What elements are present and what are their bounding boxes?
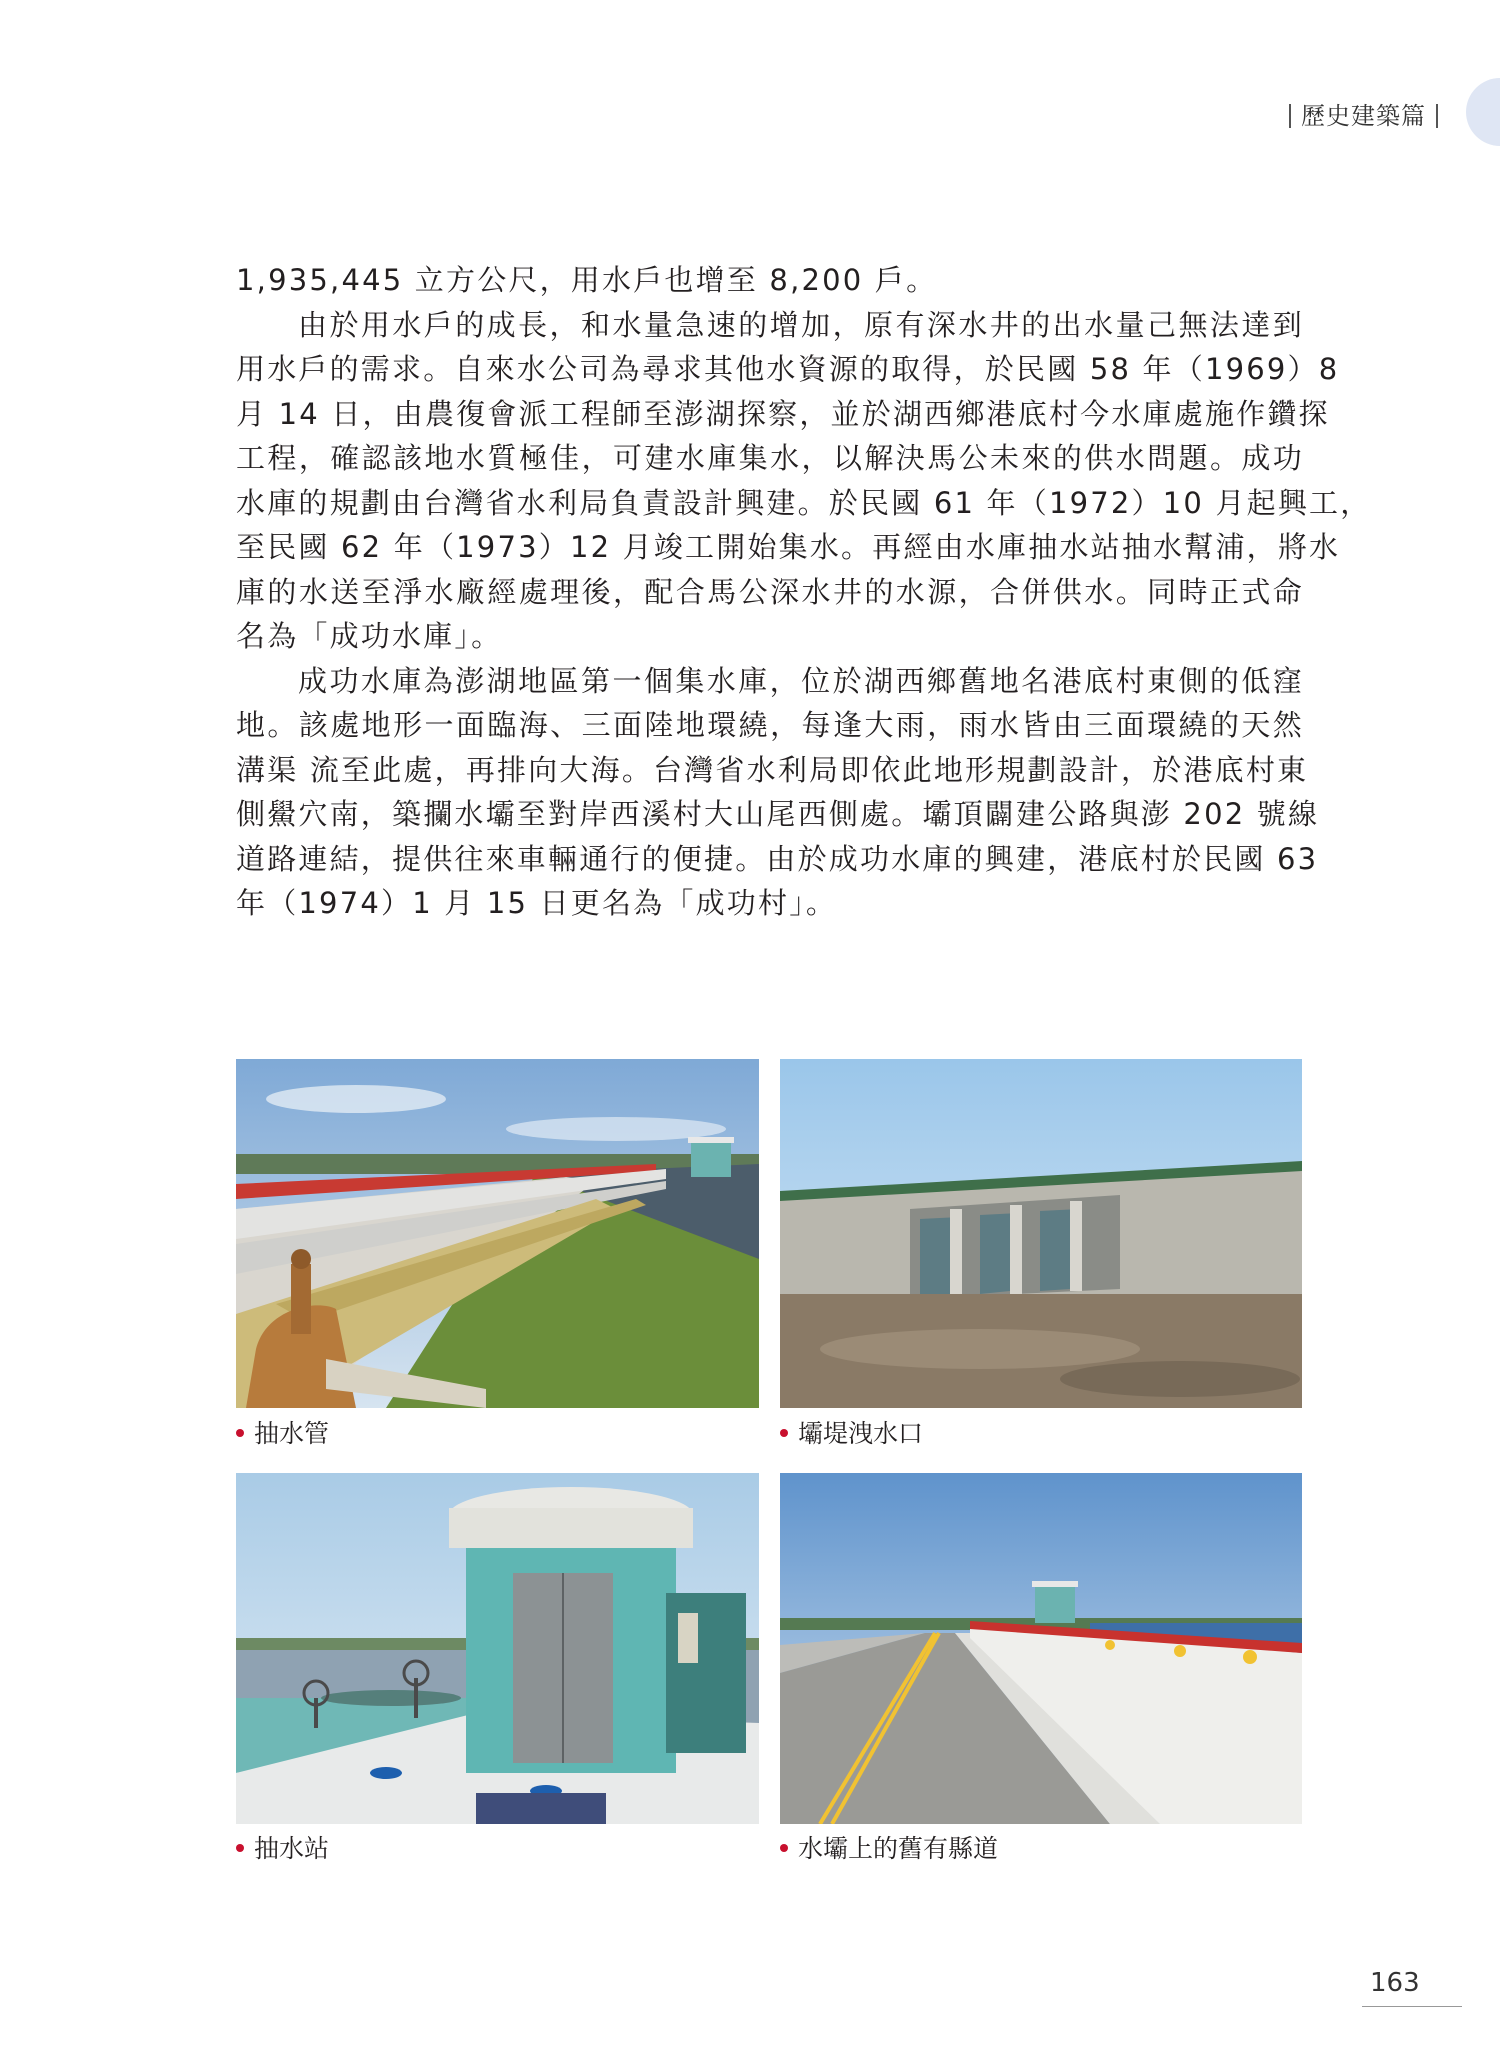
- photo-caption: [780, 1829, 998, 1865]
- text-line: 由於用水戶的成長，和水量急速的增加，原有深水井的出水量己無法達到: [298, 307, 1304, 342]
- photo-pump-pipe: [236, 1059, 759, 1408]
- text-line: 工程，確認該地水質極佳，可建水庫集水，以解決馬公未來的供水問題。成功: [236, 441, 1304, 475]
- page-number-rule: [1362, 2006, 1462, 2007]
- text-line: 1,935,445 立方公尺，用水戶也增至 8,200 戶。: [236, 263, 938, 297]
- body-text: [236, 258, 1372, 926]
- text-line: 水庫的規劃由台灣省水利局負責設計興建。於民國 61 年（1972）10 月起興工，: [236, 485, 1372, 520]
- text-line: 名為「成功水庫」。: [236, 619, 503, 653]
- caption-text: 抽水站: [254, 1834, 330, 1863]
- caption-bullet: [236, 1844, 244, 1852]
- text-line: 溝渠 流至此處，再排向大海。台灣省水利局即依此地形規劃設計，於港底村東: [236, 752, 1309, 787]
- page-tab: [1466, 78, 1500, 146]
- text-line: 道路連結，提供往來車輛通行的便捷。由於成功水庫的興建，港底村於民國 63: [236, 841, 1319, 876]
- caption-bullet: [236, 1429, 244, 1437]
- text-line: 至民國 62 年（1973）12 月竣工開始集水。再經由水庫抽水站抽水幫浦，將水: [236, 530, 1341, 564]
- text-line: 庫的水送至淨水廠經處理後，配合馬公深水井的水源，合併供水。同時正式命: [236, 574, 1304, 609]
- page-number: 163: [1370, 1968, 1420, 1998]
- caption-text: 壩堤洩水口: [798, 1419, 924, 1448]
- text-line: 月 14 日，由農復會派工程師至澎湖探察，並於湖西鄉港底村今水庫處施作鑽探: [236, 396, 1330, 431]
- photo-caption: [236, 1414, 329, 1450]
- section-title: 歷史建築篇: [1301, 102, 1426, 130]
- photo-dam-spillway: [780, 1059, 1302, 1408]
- caption-bullet: [780, 1844, 788, 1852]
- caption-text: 抽水管: [254, 1419, 330, 1448]
- photo-caption: [236, 1829, 329, 1865]
- caption-text: 水壩上的舊有縣道: [798, 1834, 999, 1863]
- caption-bullet: [780, 1429, 788, 1437]
- text-line: 年（1974）1 月 15 日更名為「成功村」。: [236, 886, 838, 920]
- photo-old-county-road: [780, 1473, 1302, 1824]
- divider: [1289, 104, 1291, 128]
- running-head: [1279, 96, 1448, 131]
- photo-pump-station: [236, 1473, 759, 1824]
- photo-caption: [780, 1414, 923, 1450]
- text-line: 側鱟穴南，築攔水壩至對岸西溪村大山尾西側處。壩頂闢建公路與澎 202 號線: [236, 797, 1320, 831]
- divider: [1436, 104, 1438, 128]
- text-line: 地。該處地形一面臨海、三面陸地環繞，每逢大雨，雨水皆由三面環繞的天然: [236, 708, 1304, 742]
- text-line: 成功水庫為澎湖地區第一個集水庫，位於湖西鄉舊地名港底村東側的低窪: [298, 663, 1304, 698]
- text-line: 用水戶的需求。自來水公司為尋求其他水資源的取得，於民國 58 年（1969）8: [236, 352, 1340, 386]
